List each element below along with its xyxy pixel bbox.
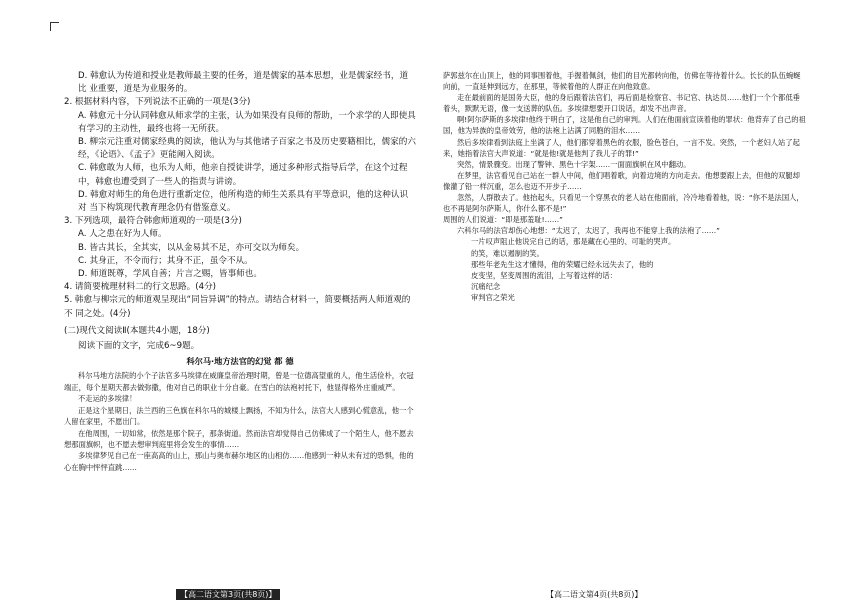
passage-paragraph: 啊!阿尔萨斯的多埃律!他终于明白了，这是他自己的审判。人们在他面前宣读着他的罪状：他背弃了自己的祖国，他为异族的皇帝效劳，他的法袍上沾满了同胞的泪水…… xyxy=(443,115,806,136)
question-line: B. 皆古其长，全其实，以从金易其不足，亦可交以为师矣。 xyxy=(78,242,305,253)
question-line: D. 师道既尊，学风自善；片言之赐，皆事师也。 xyxy=(78,269,262,280)
passage-paragraph: 萨郭兹尔在山顶上，他的同事围着他，手握着佩剑，他们的目光都转向他，仿佛在等待着什么。长长的队伍蜿蜒向前，一直延伸到远方，在那里，等候着他的人群正在向他致意。 xyxy=(443,71,801,92)
passage-paragraph: 一片叹声阻止他说完自己的话，那是藏在心里的、可耻的哭声。 xyxy=(471,237,676,247)
passage-paragraph: 不走运的多埃律！ xyxy=(78,394,137,404)
passage-continuation xyxy=(443,70,807,303)
question-line: 2. 根据材料内容，下列说法不正确的一项是(3分) xyxy=(64,97,251,108)
passage-text xyxy=(64,370,416,473)
question-line: A. 人之患在好为人师。 xyxy=(78,229,167,240)
page-footer-left: 【高二语文第3页(共8页)】 xyxy=(176,589,280,600)
crop-mark xyxy=(50,22,59,31)
passage-paragraph: 突然，情景骤变。出现了警钟、黑色十字架……一面面旗帜在风中翻动。 xyxy=(457,159,691,169)
right-column xyxy=(443,70,807,580)
passage-paragraph: 在梦里，法官看见自己站在一群人中间，他们唱着歌，向着边境的方向走去。他想要跟上去，但他的双腿却像灌了铅一样沉重，怎么也迈不开步子…… xyxy=(443,170,800,191)
passage-paragraph: 在他周围，一切如常，依然是那个院子，那条街道。然而法官却觉得自己仿佛成了一个陌生人，他不愿去想那面旗帜，也不愿去想审判庭里将会发生的事情…… xyxy=(64,428,414,449)
section-heading: (二)现代文阅读Ⅱ(本题共4小题，18分) xyxy=(64,325,210,336)
passage-paragraph: 审判官之荣光 xyxy=(471,292,515,302)
passage-paragraph: 多埃律梦见自己在一座高高的山上，那山与奥布赫尔地区的山相仿……他感到一种从未有过的恐惧，他的心在胸中怦怦直跳…… xyxy=(64,451,414,472)
passage-paragraph: 皮变坚，坚变周围的流泪，上写着这样的话： xyxy=(471,270,617,280)
passage-paragraph: 忽然，人群散去了。他抬起头，只看见一个穿黑衣的老人站在他面前，冷冷地看着他，说：“你不是法国人，也不再是阿尔萨斯人，你什么都不是!” xyxy=(443,193,804,214)
passage-paragraph: 周围的人们说道：“即是那羞耻!……” xyxy=(443,215,563,225)
question-line: C. 韩愈敢为人师，也乐为人师，他亲自授徒讲学，通过多种形式指导后学，在这个过程 中，韩愈也遭受到了一些人的指责与讲谤。 xyxy=(78,163,408,187)
question-line: 3. 下列选项，最符合韩愈师道观的一项是(3分) xyxy=(64,216,242,227)
page-footer-right: 【高二语文第4页(共8页)】 xyxy=(546,590,643,599)
passage-paragraph: 然后多埃律看到法庭上坐满了人，他们都穿着黑色的衣服，脸色苍白，一言不发。突然，一个老妇人站了起来，她指着法官大声说道：“就是他!就是他判了我儿子的罪!” xyxy=(443,137,800,158)
question-line: D. 韩愈认为传道和授业是教师最主要的任务，道是儒家的基本思想，业是儒家经书，道比 业重要，道是为业服务的。 xyxy=(78,71,409,95)
question-line: C. 其身正，不令而行；其身不正，虽令不从。 xyxy=(78,255,253,266)
reading-instruction: 阅读下面的文字，完成6~9题。 xyxy=(78,341,200,352)
passage-paragraph: 走在最前面的是国务大臣，他的身后跟着法官们，再后面是检察官、书记官、执达员……他们一个个都低垂着头，默默无语，像一支送葬的队伍。多埃律想要开口说话，却发不出声音。 xyxy=(443,93,800,114)
question-line: A. 韩愈元十分认同韩愈从师求学的主张，认为如果没有良师的帮助，一个求学的人即使具 有学习的主动性，最终也将一无所获。 xyxy=(78,110,416,134)
passage-paragraph: 科尔马地方法院的小个子法官多马埃律在威廉皇帝治理时期，曾是一位德高望重的人，他生活俭朴，衣冠端正，每个星期天都去做弥撒，他对自己的职业十分自豪。在雪白的法袍衬托下，他显得格外庄重威严。 xyxy=(64,371,414,392)
passage-paragraph: 沉痛纪念 xyxy=(471,281,501,291)
question-line: 4. 请简要梳理材料二的行文思路。(4分) xyxy=(64,282,217,293)
left-column xyxy=(64,70,416,580)
question-line: D. 韩愈对师生的角色进行重新定位，他所构造的师生关系具有平等意识，他的这种认识对 当下构筑现代教育理念仍有借鉴意义。 xyxy=(78,189,409,214)
question-line: 5. 韩愈与柳宗元的师道观呈现出“同旨异调”的特点。请结合材料一，简要概括两人师道观的不 同之处。(4分) xyxy=(64,295,411,319)
passage-paragraph: 正是这个星期日，法兰西的三色旗在科尔马的城楼上飘扬，不知为什么，法官大人感到心慌意乱，他一个人留在家里，不愿出门。 xyxy=(64,405,414,427)
passage-paragraph: 的笑，难以遏制的笑。 xyxy=(471,248,544,258)
question-line: B. 柳宗元注重对儒家经典的阅读，他认为与其他诸子百家之书及历史要籍相比，儒家的六 经，《论语》、《孟子》更能阐入阅读。 xyxy=(78,137,416,161)
passage-paragraph: 六科尔马的法官却伤心地想：“太迟了，太迟了，我再也不能穿上我的法袍了……” xyxy=(457,226,720,236)
passage-paragraph: 那些年老先生这才懂得，他的荣耀已经永远失去了，他的 xyxy=(471,259,654,269)
passage-title: 科尔马·地方法官的幻觉 都 德 xyxy=(186,356,294,367)
question-list xyxy=(64,70,416,321)
